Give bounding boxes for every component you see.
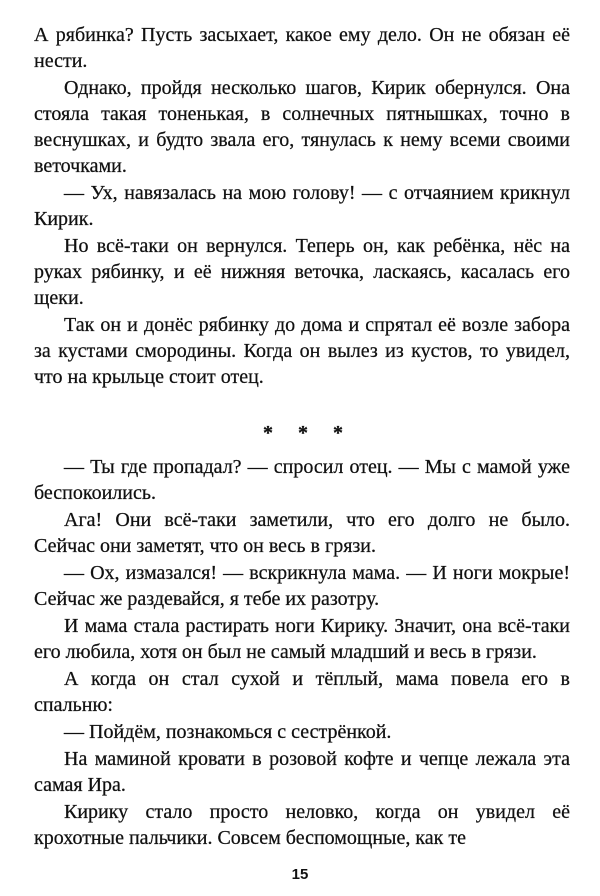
paragraph: — Пойдём, познакомься с сестрёнкой.	[64, 721, 392, 743]
paragraph: Так он и донёс рябинку до дома и спрятал её возле забора за кустами смородины. Когда он вылез из кустов, то увидел, что на крыльце стоит отец.	[34, 314, 570, 388]
paragraph: — Ух, навязалась на мою голову! — с отчаянием крикнул Кирик.	[34, 182, 570, 230]
paragraph: — Ох, измазался! — вскрикнула мама. — И ноги мокрые! Сейчас же раздевайся, я тебе их разотру.	[34, 562, 570, 610]
page-text	[34, 22, 570, 852]
paragraph: А рябинка? Пусть засыхает, какое ему дело. Он не обязан её нести.	[34, 24, 570, 72]
paragraph: На маминой кровати в розовой кофте и чепце лежала эта самая Ира.	[34, 748, 570, 796]
paragraph: — Ты где пропадал? — спросил отец. — Мы с мамой уже беспокоились.	[34, 456, 570, 504]
paragraph: Но всё-таки он вернулся. Теперь он, как ребёнка, нёс на руках рябинку, и её нижняя веточка, ласкаясь, касалась его щеки.	[34, 235, 570, 309]
section-separator: * * *	[263, 422, 353, 444]
paragraph: И мама стала растирать ноги Кирику. Значит, она всё-таки его любила, хотя он был не самый младший и весь в грязи.	[34, 615, 570, 663]
paragraph: Ага! Они всё-таки заметили, что его долго не было. Сейчас они заметят, что он весь в грязи.	[34, 509, 570, 557]
paragraph: А когда он стал сухой и тёплый, мама повела его в спальню:	[34, 668, 570, 716]
paragraph: Однако, пройдя несколько шагов, Кирик обернулся. Она стояла такая тоненькая, в солнечных пятнышках, точно в веснушках, и будто звала его, тянулась к нему всеми своими веточками.	[34, 77, 570, 177]
paragraph: Кирику стало просто неловко, когда он увидел её крохотные пальчики. Совсем беспомощные, как те	[34, 801, 570, 849]
page-number: 15	[291, 866, 309, 883]
